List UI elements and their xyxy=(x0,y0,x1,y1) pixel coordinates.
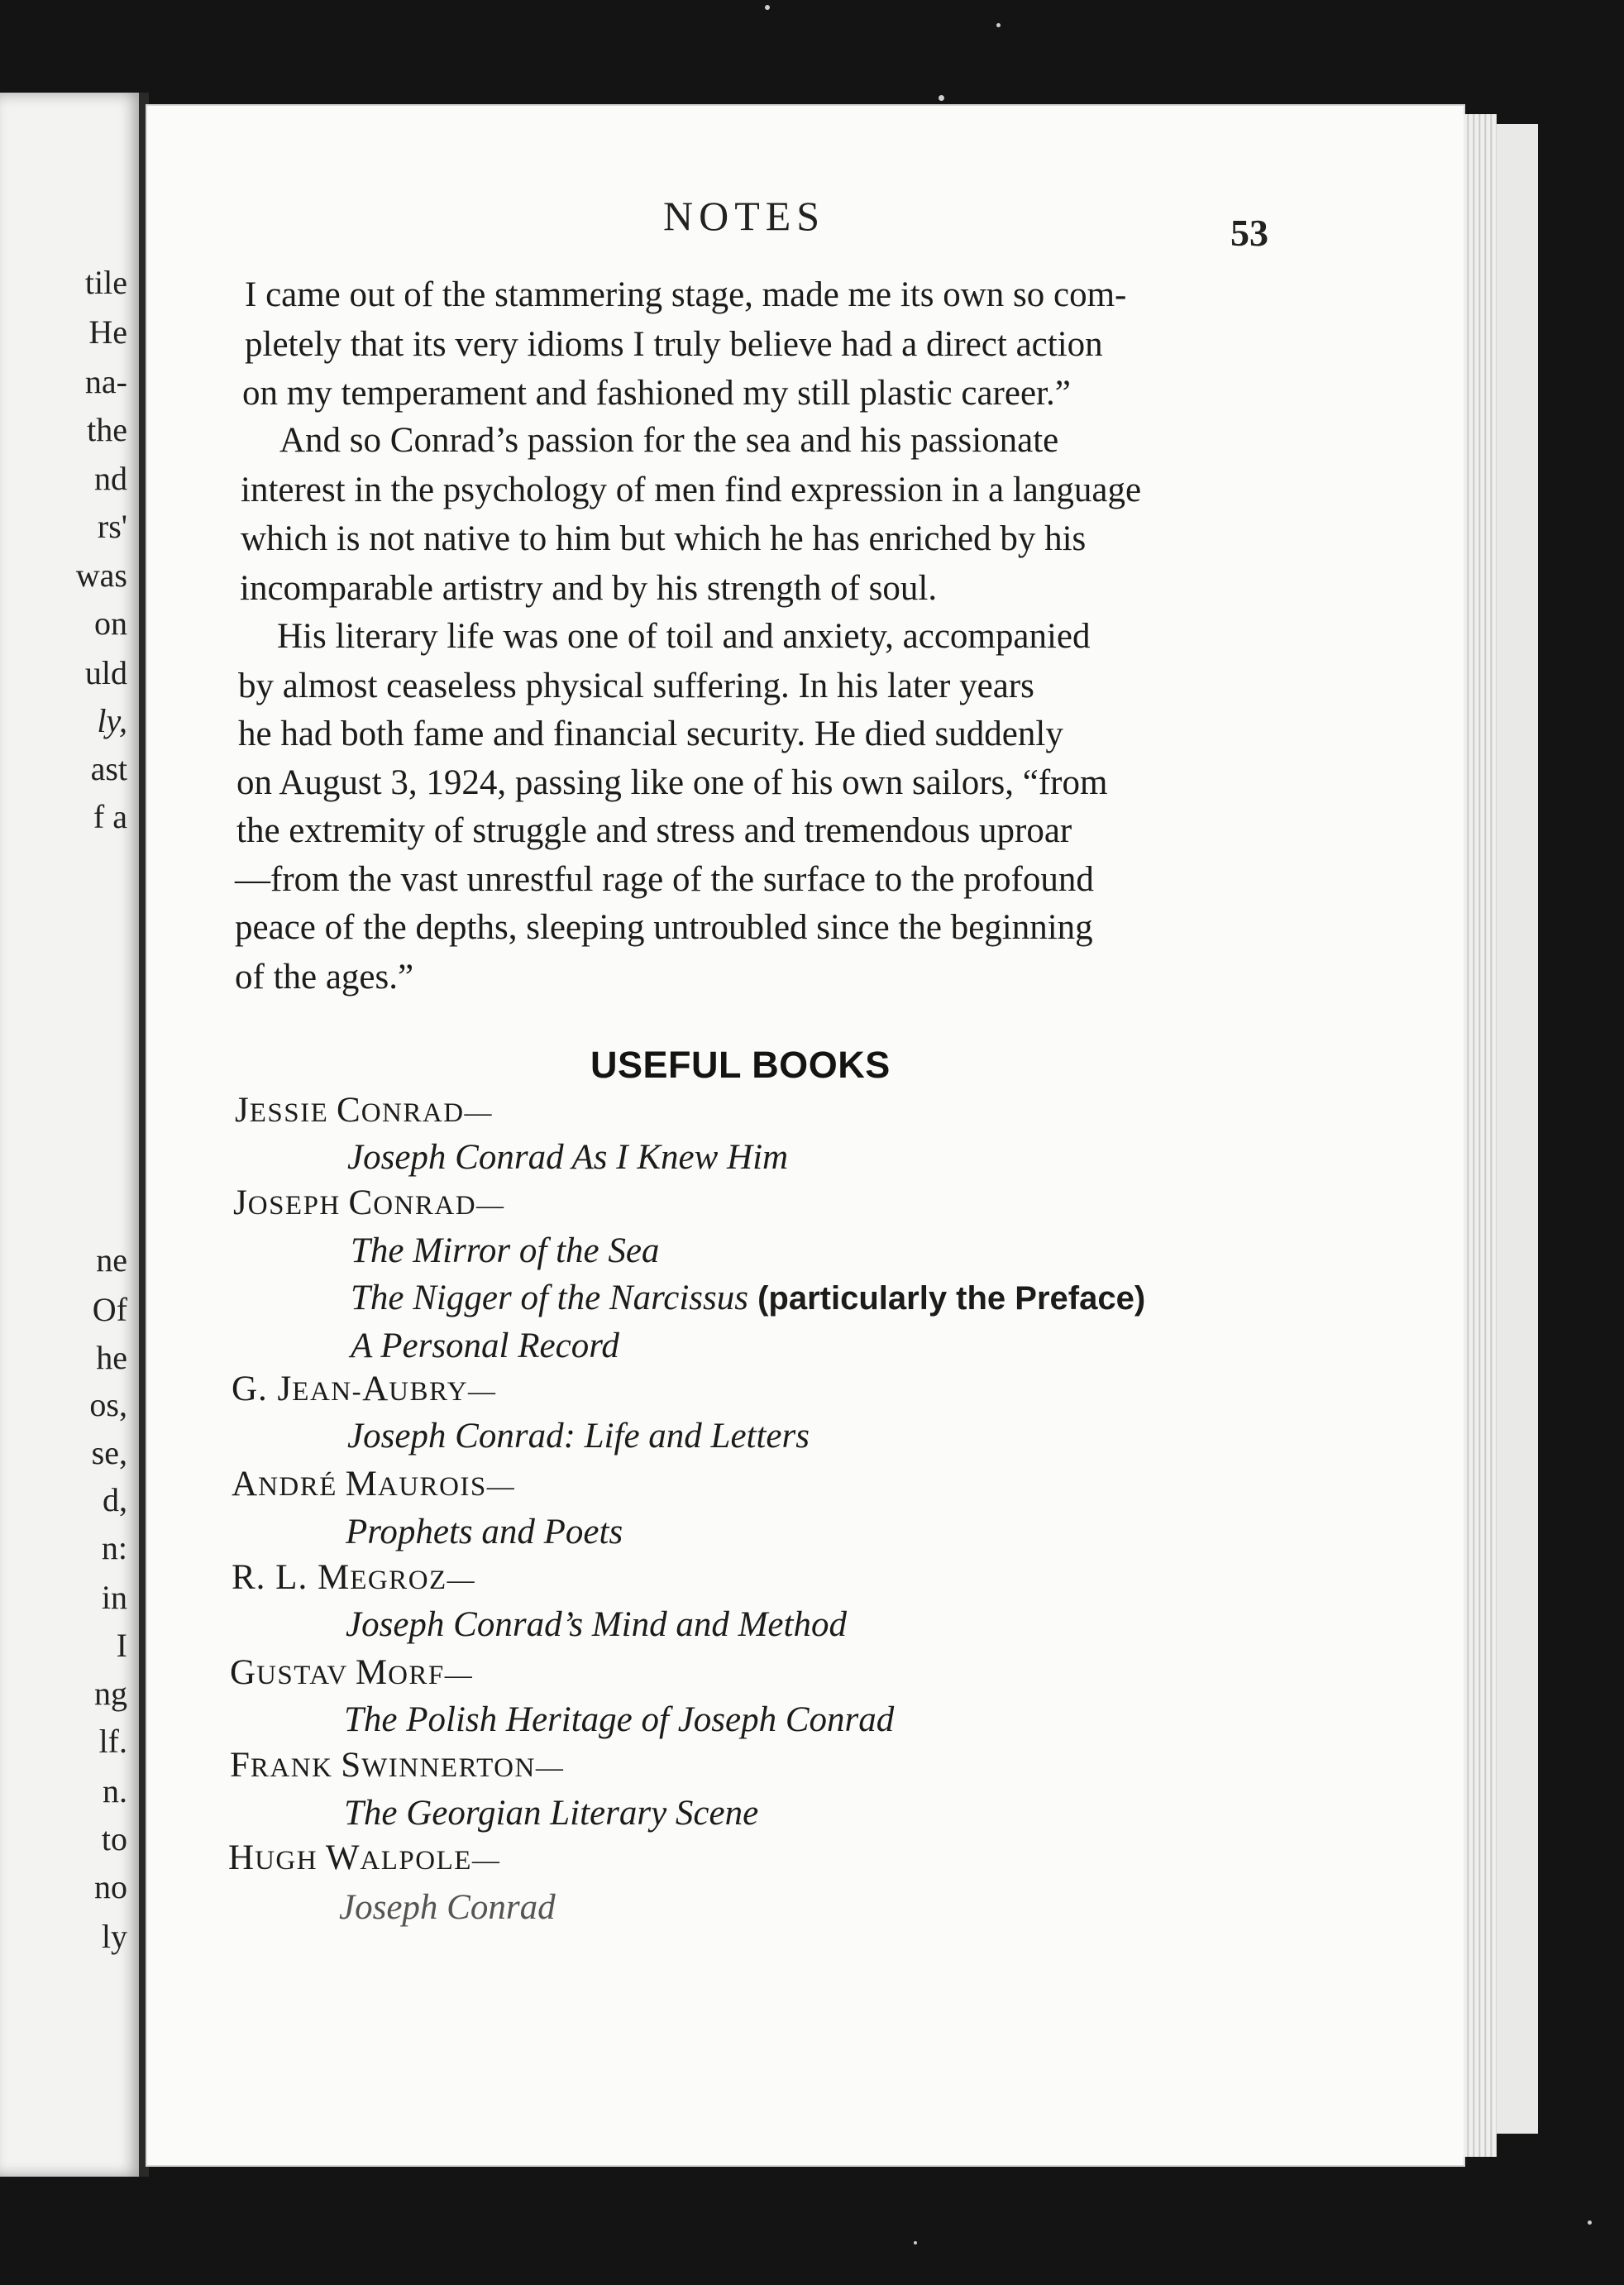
bibliography-author: R. L. MEGROZ— xyxy=(232,1558,476,1597)
bibliography-work-title: Prophets and Poets xyxy=(346,1513,623,1551)
previous-page-fragment: was xyxy=(75,557,127,594)
previous-page-fragment: uld xyxy=(84,654,127,691)
film-speck xyxy=(996,23,1001,27)
bibliography-note: (particularly the Preface) xyxy=(748,1280,1146,1317)
previous-page-fragment: Of xyxy=(92,1291,127,1328)
bibliography-work-title: The Mirror of the Sea xyxy=(351,1231,660,1270)
previous-page-fragment: ly, xyxy=(97,702,127,739)
bibliography-author: JESSIE CONRAD— xyxy=(235,1091,494,1130)
body-line: he had both fame and financial security. He died suddenly xyxy=(238,715,1063,753)
body-line: I came out of the stammering stage, made me its own so com- xyxy=(245,275,1127,314)
previous-page-fragment: tile xyxy=(84,264,127,301)
previous-page-fragment: na- xyxy=(84,363,127,400)
bibliography-work-title: Joseph Conrad’s Mind and Method xyxy=(346,1605,847,1644)
previous-page-fragment: ast xyxy=(90,750,127,787)
previous-page-fragment: in xyxy=(101,1579,127,1616)
page-stack-edge-outer xyxy=(1497,124,1538,2134)
bibliography-author: GUSTAV MORF— xyxy=(230,1653,474,1692)
running-head: NOTES xyxy=(663,193,826,239)
page-stack-edge xyxy=(1464,114,1497,2157)
previous-page-fragment: the xyxy=(87,411,127,448)
section-heading: USEFUL BOOKS xyxy=(590,1044,891,1086)
previous-page-fragment: I xyxy=(116,1627,127,1664)
bibliography-author: HUGH WALPOLE— xyxy=(228,1838,501,1877)
bibliography-work-title: The Georgian Literary Scene xyxy=(344,1794,759,1833)
body-line: His literary life was one of toil and anxiety, accompanied xyxy=(277,617,1091,656)
bibliography-work-title: The Polish Heritage of Joseph Conrad xyxy=(344,1700,895,1739)
bibliography-author: ANDRÉ MAUROIS— xyxy=(232,1465,516,1503)
previous-page-fragment: he xyxy=(96,1339,127,1376)
film-speck xyxy=(1588,2220,1592,2225)
body-line: on my temperament and fashioned my still plastic career.” xyxy=(242,374,1071,413)
body-line: on August 3, 1924, passing like one of his own sailors, “from xyxy=(236,763,1108,802)
previous-page-fragment: ly xyxy=(101,1918,127,1955)
previous-page-edge xyxy=(0,93,142,2177)
previous-page-fragment: se, xyxy=(91,1434,127,1471)
previous-page-fragment: ne xyxy=(96,1241,127,1279)
body-line: pletely that its very idioms I truly believe had a direct action xyxy=(245,325,1103,364)
previous-page-fragment: ng xyxy=(94,1675,127,1712)
previous-page-fragment: no xyxy=(94,1868,127,1905)
previous-page-fragment: n. xyxy=(103,1772,127,1809)
body-line: And so Conrad’s passion for the sea and his passionate xyxy=(279,421,1059,460)
bibliography-author: JOSEPH CONRAD— xyxy=(233,1183,505,1222)
body-line: the extremity of struggle and stress and tremendous uproar xyxy=(236,811,1072,850)
bibliography-author: FRANK SWINNERTON— xyxy=(230,1746,565,1785)
bibliography-work-title: The Nigger of the Narcissus (particularly the Preface) xyxy=(351,1279,1146,1317)
previous-page-fragment: n: xyxy=(101,1529,127,1566)
film-speck xyxy=(765,5,770,10)
previous-page-fragment: lf. xyxy=(98,1723,127,1760)
bibliography-author: G. JEAN-AUBRY— xyxy=(232,1370,497,1408)
previous-page-fragment: f a xyxy=(93,798,127,835)
previous-page-fragment: on xyxy=(94,605,127,642)
film-speck xyxy=(914,2241,917,2244)
body-line: of the ages.” xyxy=(235,958,414,997)
page-number: 53 xyxy=(1230,212,1268,254)
body-line: —from the vast unrestful rage of the surface to the profound xyxy=(235,860,1094,899)
body-line: which is not native to him but which he has enriched by his xyxy=(241,519,1087,558)
bibliography-work-title: Joseph Conrad: Life and Letters xyxy=(347,1417,810,1456)
bibliography-work-title: A Personal Record xyxy=(351,1327,619,1365)
previous-page-fragment: nd xyxy=(94,460,127,497)
bibliography-work-title: Joseph Conrad xyxy=(339,1888,556,1927)
body-line: peace of the depths, sleeping untroubled since the beginning xyxy=(235,908,1093,947)
body-line: interest in the psychology of men find expression in a language xyxy=(241,471,1142,509)
bibliography-work-title: Joseph Conrad As I Knew Him xyxy=(347,1138,789,1177)
previous-page-fragment: os, xyxy=(89,1386,127,1423)
previous-page-fragment: d, xyxy=(103,1481,127,1518)
previous-page-fragment: He xyxy=(88,313,127,351)
body-line: incomparable artistry and by his strength of soul. xyxy=(240,569,938,608)
previous-page-fragment: rs' xyxy=(97,508,127,545)
film-speck xyxy=(939,95,944,101)
body-line: by almost ceaseless physical suffering. In his later years xyxy=(238,667,1034,705)
previous-page-fragment: to xyxy=(101,1820,127,1857)
